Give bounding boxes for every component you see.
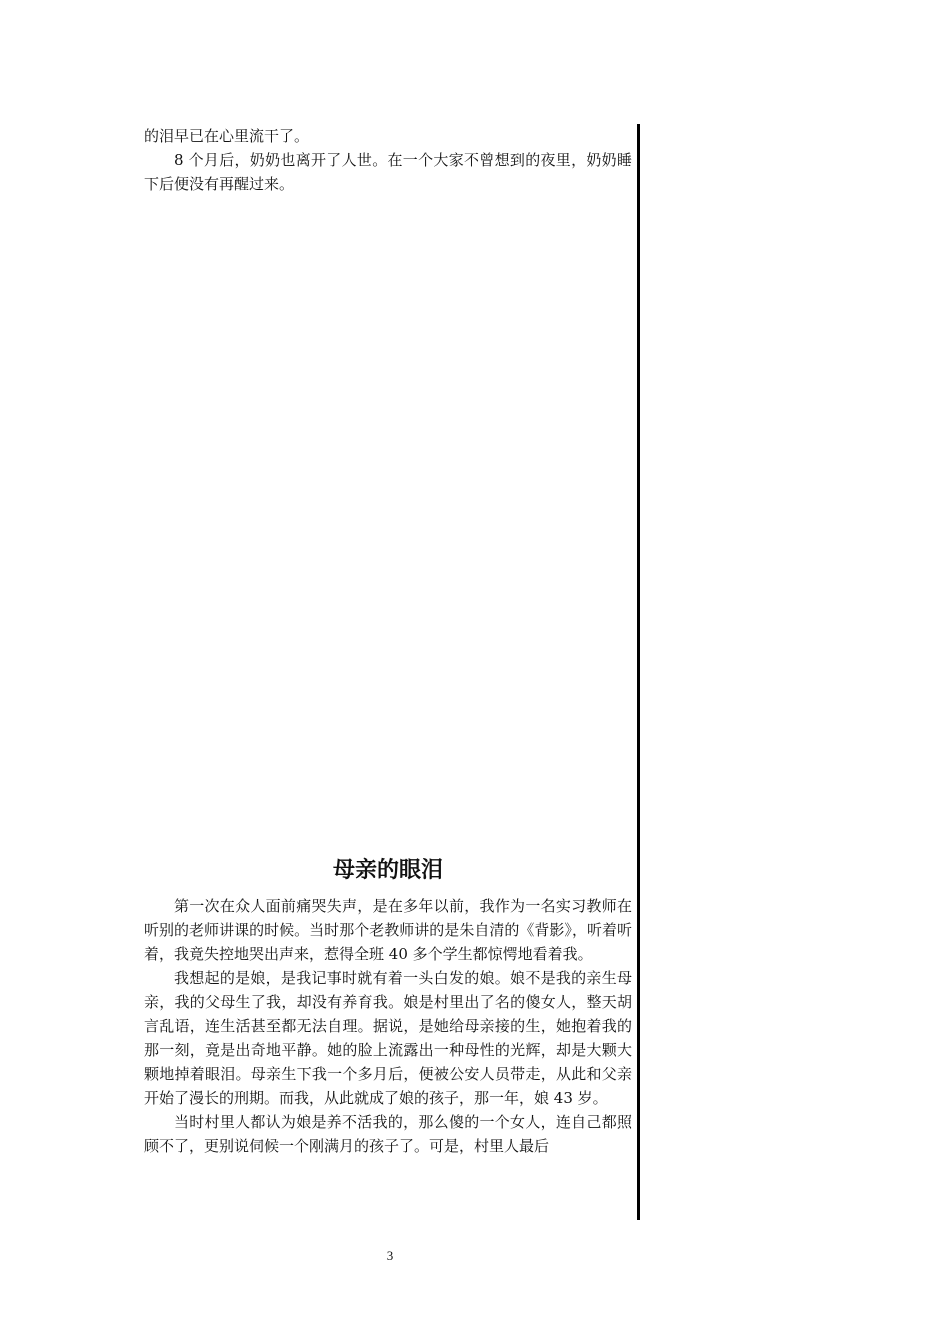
page-number: 3 <box>386 1248 394 1263</box>
article-body <box>144 894 632 1158</box>
text-paragraph: 第一次在众人面前痛哭失声，是在多年以前，我作为一名实习教师在听别的老师讲课的时候。当时那个老教师讲的是朱自清的《背影》，听着听着，我竟失控地哭出声来，惹得全班 40 多个学生都惊愕地看着我。 <box>144 897 632 963</box>
text-paragraph: 我想起的是娘，是我记事时就有着一头白发的娘。娘不是我的亲生母亲，我的父母生了我，却没有养育我。娘是村里出了名的傻女人，整天胡言乱语，连生活甚至都无法自理。据说，是她给母亲接的生，她抱着我的那一刻，竟是出奇地平静。她的脸上流露出一种母性的光辉，却是大颗大颗地掉着眼泪。母亲生下我一个多月后，便被公安人员带走，从此和父亲开始了漫长的刑期。而我，从此就成了娘的孩子，那一年，娘 43 岁。 <box>144 969 632 1107</box>
margin-rule <box>637 124 640 1220</box>
text-paragraph: 当时村里人都认为娘是养不活我的，那么傻的一个女人，连自己都照顾不了，更别说伺候一个刚满月的孩子了。可是，村里人最后 <box>144 1113 632 1155</box>
article-title: 母亲的眼泪 <box>332 858 443 883</box>
text-paragraph: 的泪早已在心里流干了。 <box>144 127 310 145</box>
continued-text-block <box>144 124 632 196</box>
text-paragraph: 8 个月后，奶奶也离开了人世。在一个大家不曾想到的夜里，奶奶睡下后便没有再醒过来。 <box>144 151 632 193</box>
